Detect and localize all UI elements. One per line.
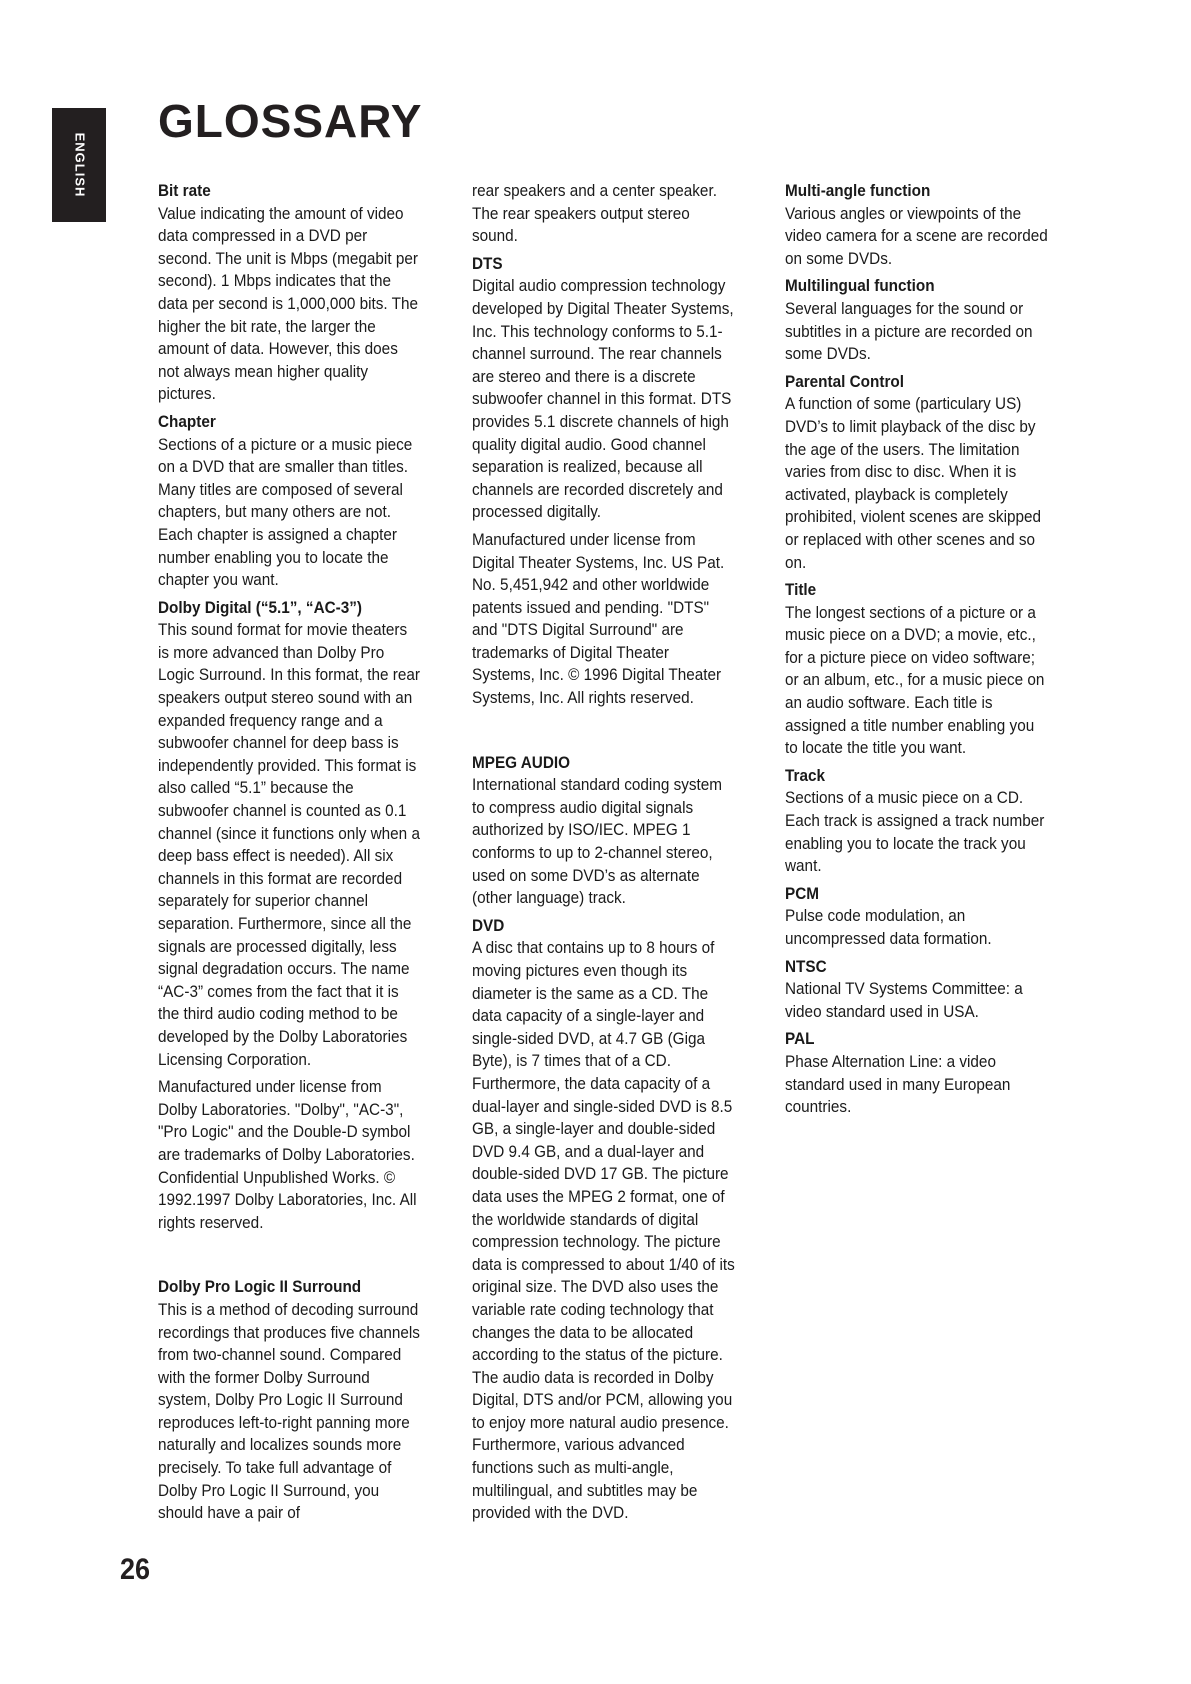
- glossary-definition: Sections of a music piece on a CD. Each track is assigned a track number enabling you to locate the track you want.: [785, 788, 1045, 876]
- glossary-term: Dolby Pro Logic II Surround: [158, 1277, 362, 1297]
- glossary-column-3: [785, 180, 1048, 1124]
- glossary-definition: A function of some (particulary US) DVD’s to limit playback of the disc by the age of the users. The limitation varies from disc to disc. When it is activated, playback is completely prohibited, violent scenes are skipped or replaced with other scenes and so on.: [785, 394, 1042, 572]
- glossary-definition: This is a method of decoding surround recordings that produces five channels from two-channel sound. Compared with the former Dolby Surround system, Dolby Pro Logic II Surround reproduces left-to-right panning more naturally and localizes sounds more precisely. To take full advantage of Dolby Pro Logic II Surround, you should have a pair of: [158, 1299, 420, 1523]
- glossary-term: PCM: [785, 883, 820, 903]
- glossary-term: Multi-angle function: [785, 181, 931, 200]
- glossary-term: Title: [785, 580, 817, 600]
- glossary-term: DTS: [472, 253, 503, 273]
- glossary-entry-bit-rate: [158, 180, 421, 406]
- glossary-term: Chapter: [158, 411, 216, 431]
- glossary-entry-mpeg-audio: [472, 752, 735, 910]
- glossary-entry-pal: [785, 1028, 1048, 1118]
- glossary-definition: A disc that contains up to 8 hours of moving pictures even though its diameter is the same as a CD. The data capacity of a single-layer and single-sided DVD, at 4.7 GB (Giga Byte), is 7 times that of a CD. Furthermore, the data capacity of a dual-layer and single-sided DVD is 8.5 GB, a single-layer and double-sided DVD 9.4 GB, and a dual-layer and double-sided DVD 17 GB. The picture data uses the MPEG 2 format, one of the worldwide standards of digital compression technology. The picture data is compressed to about 1/40 of its original size. The DVD also uses the variable rate coding technology that changes the data to be allocated according to the status of the picture. The audio data is recorded in Dolby Digital, DTS and/or PCM, allowing you to enjoy more natural audio presence. Furthermore, various advanced functions such as multi-angle, multilingual, and subtitles may be provided with the DVD.: [472, 938, 735, 1523]
- glossary-term: Multilingual function: [785, 276, 935, 296]
- glossary-entry-multilingual: [785, 275, 1048, 365]
- glossary-definition: Sections of a picture or a music piece on a DVD that are smaller than titles. Many titles are composed of several chapters, but many others are not. Each chapter is assigned a chapter number enabling you to locate the chapter you want.: [158, 434, 413, 590]
- glossary-definition: International standard coding system to compress audio digital signals authorized by ISO/IEC. MPEG 1 conforms to up to 2-channel stereo, used on some DVD’s as alternate (other language) track.: [472, 775, 723, 908]
- glossary-definition: This sound format for movie theaters is more advanced than Dolby Pro Logic Surround. In this format, the rear speakers output stereo sound with an expanded frequency range and a subwoofer channel for deep bass is independently provided. This format is also called “5.1” because the subwoofer channel is counted as 0.1 channel (since it functions only when a deep bass effect is needed). All six channels in this format are recorded separately for superior channel separation. Furthermore, since all the signals are processed digitally, less signal degradation occurs. The name “AC-3” comes from the fact that it is the third audio coding method to be developed by the Dolby Laboratories Licensing Corporation.: [158, 620, 420, 1069]
- glossary-definition: National TV Systems Committee: a video standard used in USA.: [785, 979, 1023, 1021]
- glossary-entry-dolby-pro-logic-ii: [158, 1276, 421, 1525]
- glossary-entry-dts: [472, 253, 735, 710]
- glossary-entry-dvd: [472, 915, 735, 1525]
- glossary-term: DVD: [472, 915, 505, 935]
- glossary-definition: Digital audio compression technology developed by Digital Theater Systems, Inc. This technology conforms to 5.1-channel surround. The rear channels are stereo and there is a discrete subwoofer channel in this format. DTS provides 5.1 discrete channels of high quality digital audio. Good channel separation is realized, because all channels are recorded discretely and processed digitally.: [472, 276, 734, 522]
- glossary-term: NTSC: [785, 956, 827, 976]
- glossary-entry-title: [785, 579, 1048, 760]
- glossary-definition: Various angles or viewpoints of the video camera for a scene are recorded on some DVDs.: [785, 203, 1048, 268]
- license-note: Manufactured under license from Dolby Laboratories. "Dolby", "AC-3", "Pro Logic" and the Double-D symbol are trademarks of Dolby Laboratories. Confidential Unpublished Works. © 1992.1997 Dolby Laboratories, Inc. All rights reserved.: [158, 1077, 417, 1232]
- glossary-column-1: [158, 180, 421, 1530]
- glossary-entry-ntsc: [785, 956, 1048, 1024]
- glossary-definition: Value indicating the amount of video data compressed in a DVD per second. The unit is Mbps (megabit per second). 1 Mbps indicates that the data per second is 1,000,000 bits. The higher the bit rate, the larger the amount of data. However, this does not always mean higher quality pictures.: [158, 203, 419, 404]
- glossary-entry-multi-angle: [785, 180, 1048, 270]
- glossary-term: MPEG AUDIO: [472, 752, 571, 772]
- glossary-entry-track: [785, 765, 1048, 878]
- glossary-term: Track: [785, 765, 825, 785]
- glossary-definition: Pulse code modulation, an uncompressed data formation.: [785, 906, 992, 948]
- glossary-entry-parental-control: [785, 371, 1048, 574]
- glossary-definition: Several languages for the sound or subtitles in a picture are recorded on some DVDs.: [785, 298, 1033, 364]
- glossary-term: Bit rate: [158, 181, 211, 200]
- glossary-definition: Phase Alternation Line: a video standard used in many European countries.: [785, 1051, 1011, 1117]
- page-number: 26: [120, 1553, 151, 1586]
- glossary-term: Parental Control: [785, 371, 905, 391]
- glossary-column-2: [472, 180, 735, 1530]
- glossary-entry-continued: [472, 180, 735, 248]
- glossary-term: Dolby Digital (“5.1”, “AC-3”): [158, 597, 363, 617]
- glossary-entry-dolby-digital: [158, 597, 421, 1235]
- language-tab-label: ENGLISH: [72, 132, 88, 198]
- glossary-definition: rear speakers and a center speaker. The rear speakers output stereo sound.: [472, 181, 717, 246]
- license-note: Manufactured under license from Digital Theater Systems, Inc. US Pat. No. 5,451,942 and other worldwide patents issued and pending. "DTS" and "DTS Digital Surround" are trademarks of Digital Theater Systems, Inc. © 1996 Digital Theater Systems, Inc. All rights reserved.: [472, 529, 725, 708]
- page-title: GLOSSARY: [158, 95, 423, 147]
- glossary-term: PAL: [785, 1029, 815, 1049]
- glossary-definition: The longest sections of a picture or a music piece on a DVD; a movie, etc., for a picture piece on video software; or an album, etc., for a music piece on an audio software. Each title is assigned a title number enabling you to locate the title you want.: [785, 602, 1045, 758]
- glossary-entry-chapter: [158, 411, 421, 592]
- glossary-entry-pcm: [785, 883, 1048, 951]
